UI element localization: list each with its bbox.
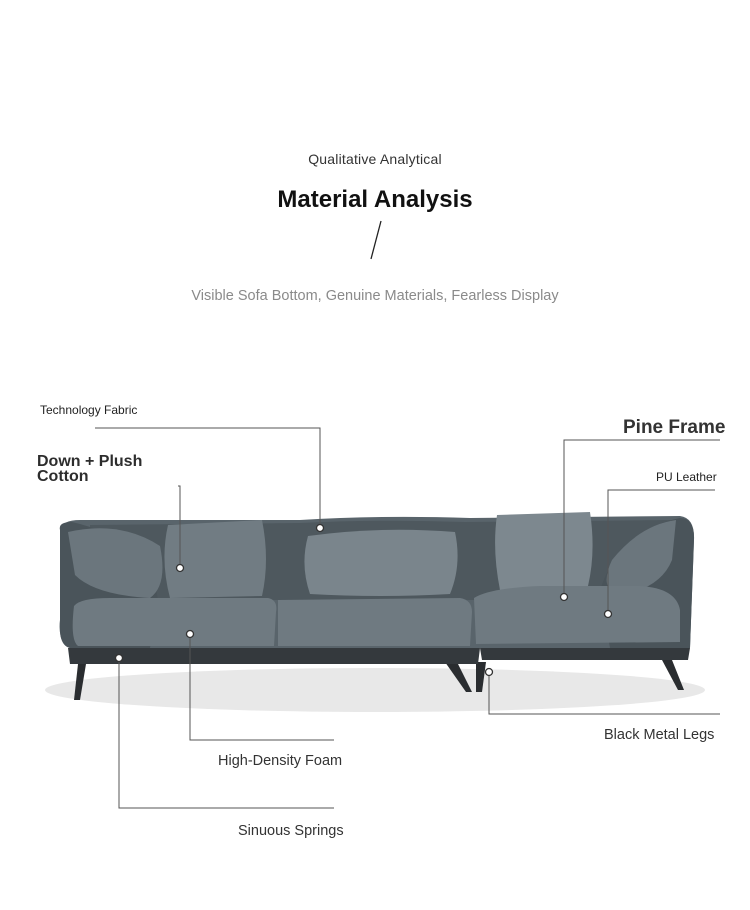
point-down-plush <box>177 565 184 572</box>
point-metal-legs <box>486 669 493 676</box>
label-pine-frame: Pine Frame <box>623 417 726 438</box>
label-technology-fabric: Technology Fabric <box>40 403 138 417</box>
point-pu-leather <box>605 611 612 618</box>
label-down-plush <box>37 454 142 484</box>
seat-cushion-center <box>278 598 472 646</box>
label-pu-leather: PU Leather <box>656 470 717 484</box>
point-foam <box>187 631 194 638</box>
label-black-metal-legs: Black Metal Legs <box>604 727 715 743</box>
point-technology-fabric <box>317 525 324 532</box>
label-sinuous-springs: Sinuous Springs <box>238 823 344 839</box>
point-springs <box>116 655 123 662</box>
seat-cushion-left <box>73 598 277 646</box>
page-title: Material Analysis <box>277 186 473 213</box>
pillow-center <box>304 530 457 596</box>
floor-shadow <box>45 668 705 712</box>
title-divider-slash <box>371 221 381 259</box>
eyebrow-text: Qualitative Analytical <box>308 151 442 167</box>
subtitle-text: Visible Sofa Bottom, Genuine Materials, Fearless Display <box>191 288 559 304</box>
pillow-right <box>495 512 592 590</box>
label-down-plush-line2: Cotton <box>37 468 89 485</box>
point-pine-frame <box>561 594 568 601</box>
label-high-density-foam: High-Density Foam <box>218 753 343 769</box>
sofa-base-left <box>68 648 480 664</box>
label-down-plush-line1: Down + Plush <box>37 453 143 470</box>
sofa-base-right <box>480 648 690 660</box>
seat-cushion-right <box>474 586 680 644</box>
